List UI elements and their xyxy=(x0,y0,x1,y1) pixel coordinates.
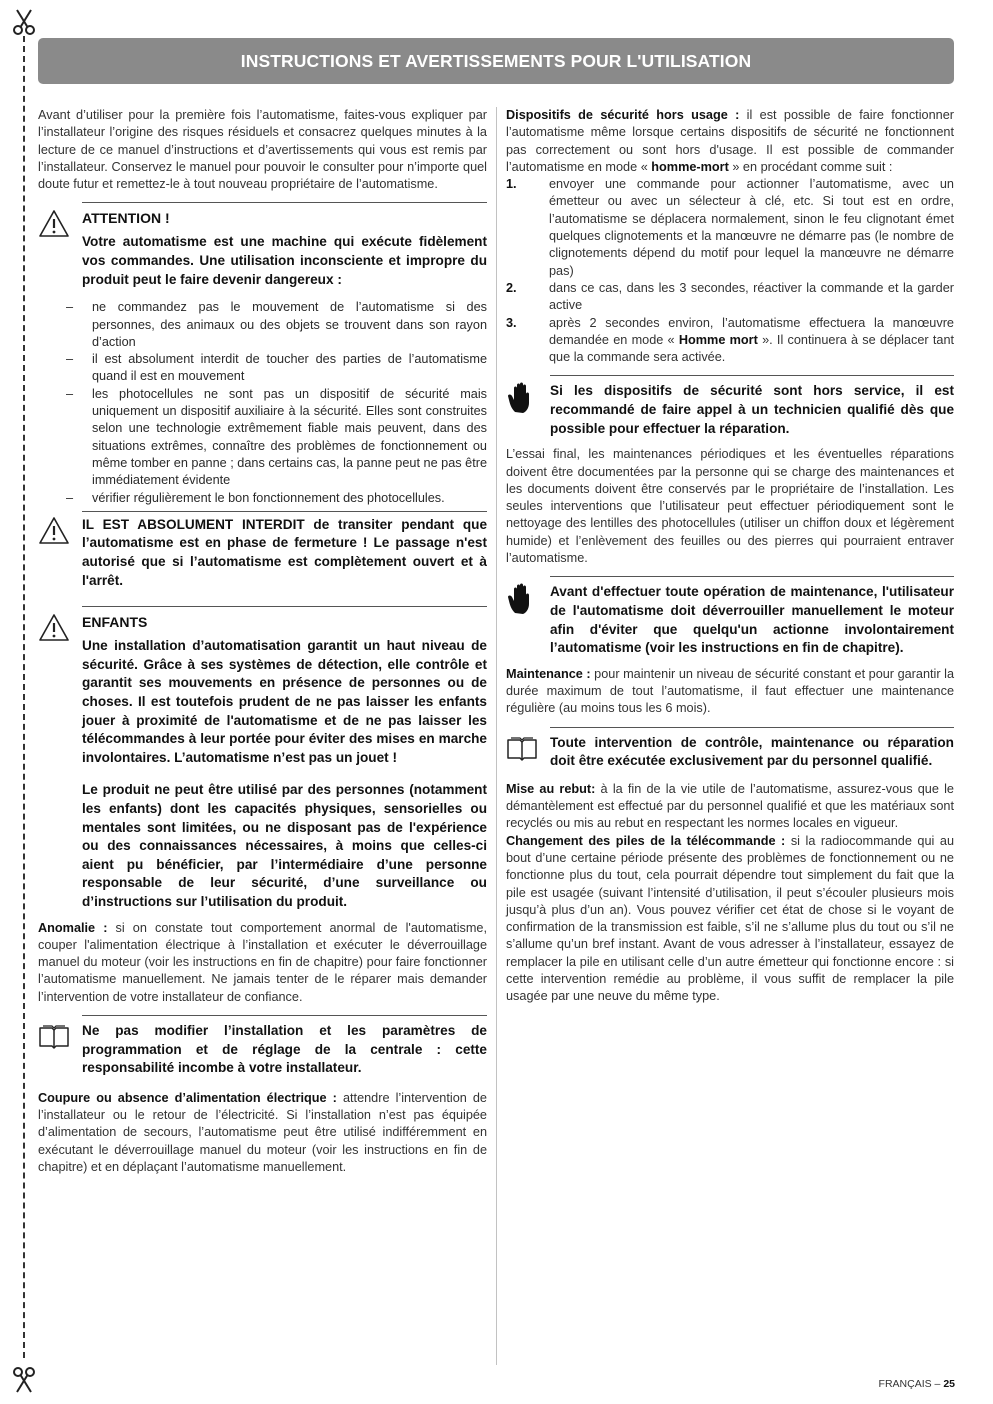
manual-book-icon xyxy=(506,734,538,764)
warning-triangle-icon xyxy=(38,516,70,546)
dispositifs-paragraph xyxy=(506,107,954,176)
mode-label: Homme mort xyxy=(678,332,758,347)
modifier-text: Ne pas modifier l’installation et les paramètres de programmation et de réglage de la centrale : cette responsabilité incombe à votre installateur. xyxy=(82,1023,487,1076)
enfants-text: Une installation d’automatisation garantit un haut niveau de sécurité. Grâce à ses systèmes de détection, elle contrôle et garantit ses mouvements en présence de personnes ou de choses. Il est toutefois prudent de ne pas laisser les enfants jouer à proximité de l'automatisme et de ne pas laisser les télécommandes à leur portée pour éviter des mises en marche involontaires. L’automatisme n’est pas un jouet ! xyxy=(82,638,487,765)
coupure-paragraph xyxy=(38,1090,487,1176)
attention-text: Votre automatisme est une machine qui exécute fidèlement vos commandes. Une utilisation inconsciente et impropre du produit peut le faire devenir dangereux : xyxy=(82,234,487,287)
separator xyxy=(82,202,487,203)
rebut-label: Mise au rebut: xyxy=(506,781,596,796)
interdit-text: IL EST ABSOLUMENT INTERDIT de transiter pendant que l’automatisme est en phase de fermeture ! Le passage n'est autorisé que si l’automatisme est complètement ouvert et à l'arrêt. xyxy=(82,516,487,588)
attention-title: ATTENTION ! xyxy=(82,210,170,227)
hors-service-block xyxy=(506,382,954,438)
separator xyxy=(550,727,954,728)
step-number: 1. xyxy=(506,177,517,192)
manual-book-icon xyxy=(38,1022,70,1052)
maintenance-text: pour maintenir un niveau de sécurité constant et pour garantir la durée maximum de tout l’automatisme, il faut effectuer une maintenance régulière (au moins tous les 6 mois). xyxy=(506,666,954,716)
list-item: – vérifier régulièrement le bon fonctionnement des photocellules. xyxy=(82,490,487,507)
maintenance-label: Maintenance : xyxy=(506,666,591,681)
piles-paragraph xyxy=(506,833,954,1006)
intervention-text: Toute intervention de contrôle, maintenance ou réparation doit être exécutée exclusivement par du personnel qualifié. xyxy=(550,734,954,769)
piles-text: si la radiocommande qui au bout d’une certaine période présente des problèmes de fonctionnement ou ne fonctionne plus du tout, cela pourrait dépendre tout simplement du fait que la pile est usagée (suivant l’intensité d’utilisation, il peut s’écouler plusieurs mois jusqu’à plus d’un an). Vous pouvez vérifier cet état de chose si le voyant de confirmation de la transmission est faible, s’il ne s’allume plus du tout ou s’il ne s’allume qu’un bref instant. Avant de vous adresser à l’installateur, essayez de remplacer la pile en utilisant celle d’un autre émetteur qui fonctionne encore : si cette intervention remédie au problème, il vous suffit de remplacer la pile usagée par une neuve du même type. xyxy=(506,833,955,1004)
page-number: 25 xyxy=(943,1378,955,1390)
separator xyxy=(82,606,487,607)
enfants-text: Le produit ne peut être utilisé par des personnes (notamment les enfants) dont les capacités physiques, sensorielles ou mentales sont limitées, ou ne disposant pas de l'expérience ou des connaissances nécessaires, à moins que celles-ci aient pu bénéficier, par l’intermédiaire d’une personne responsable de leur sécurité, d’une surveillance ou d’instructions sur l’utilisation du produit. xyxy=(82,782,487,909)
separator xyxy=(82,511,487,512)
hors-service-text: Si les dispositifs de sécurité sont hors service, il est recommandé de faire appel à un technicien qualifié dès que possible pour effectuer la réparation. xyxy=(550,383,954,436)
steps-list xyxy=(506,176,954,366)
warning-triangle-icon xyxy=(38,613,70,643)
step-text: dans ce cas, dans les 3 secondes, réactiver la commande et la garder active xyxy=(549,280,954,313)
anomalie-text: si on constate tout comportement anormal de l'automatisme, couper l'alimentation électrique à l’installation et exécuter le déverrouillage manuel du moteur (voir les instructions en fin de chapitre) pour faire fonctionner l’automatisme manuellement. Ne jamais tenter de le réparer mais demander l’intervention de votre installateur de confiance. xyxy=(38,920,488,1004)
stop-hand-icon xyxy=(506,382,538,412)
dispositifs-label: Dispositifs de sécurité hors usage : xyxy=(506,108,740,122)
essai-paragraph: L’essai final, les maintenances périodiques et les éventuelles réparations doivent être documentées par la personne qui se charge des maintenances et les documents doivent être conservés par le propriétaire de l’installation. Les seules interventions que l’utilisateur peut effectuer périodiquement sont le nettoyage des lentilles des photocellules (utiliser un chiffon doux et légèrement humide) et l’enlèvement des feuilles ou des pierres qui pourraient entraver l’automatisme. xyxy=(506,447,954,566)
page-footer xyxy=(879,1378,955,1390)
rebut-paragraph xyxy=(506,781,954,833)
rebut-text: à la fin de la vie utile de l’automatisme, assurez-vous que le démantèlement est effectué par du personnel qualifié et que les matériaux sont recyclés ou mis au rebut en respectant les normes locales en vigueur. xyxy=(506,781,954,831)
list-item: – il est absolument interdit de toucher des parties de l’automatisme quand il est en mouvement xyxy=(82,351,487,386)
separator xyxy=(82,1015,487,1016)
cut-line xyxy=(23,36,25,1358)
attention-block xyxy=(38,209,487,289)
dispositifs-text: » en procédant comme suit : xyxy=(728,159,893,174)
avant-block xyxy=(506,583,954,657)
list-item: – les photocellules ne sont pas un dispositif de sécurité mais uniquement un dispositif auxiliaire à la sécurité. Elles sont construites selon une technologie extrêmement fiable mais peuvent, dans des situations extrêmes, connaître des problèmes de fonctionnement ou même tomber en panne ; dans certains cas, la panne peut ne pas être immédiatement évidente xyxy=(82,386,487,490)
anomalie-label: Anomalie : xyxy=(38,920,108,935)
list-item xyxy=(506,280,954,315)
enfants-title: ENFANTS xyxy=(82,614,148,631)
mode-label: homme-mort xyxy=(651,159,729,174)
list-item: – ne commandez pas le mouvement de l’automatisme si des personnes, des animaux ou des objets se trouvent dans son rayon d’action xyxy=(82,299,487,351)
anomalie-paragraph xyxy=(38,920,487,1006)
enfants-block xyxy=(38,613,487,911)
attention-list xyxy=(38,299,487,507)
coupure-text: attendre l’intervention de l’installateur ou le retour de l’électricité. Si l’installation n’est pas équipée d’alimentation de secours, l’automatisme peut être utilisé indifféremment en exécutant le déverrouillage manuel du moteur (voir les instructions en fin de chapitre) et en déplaçant l’automatisme manuellement. xyxy=(38,1090,487,1174)
list-item xyxy=(506,176,954,280)
column-divider xyxy=(496,107,497,1365)
step-text: ». Il continuera à se déplacer tant que la commande sera activée. xyxy=(549,332,955,365)
separator xyxy=(550,576,954,577)
list-item xyxy=(506,315,954,367)
scissors-icon xyxy=(10,8,38,36)
footer-language: FRANÇAIS – xyxy=(878,1378,944,1390)
section-header xyxy=(38,38,954,84)
intro-paragraph: Avant d’utiliser pour la première fois l’automatisme, faites-vous expliquer par l’installateur l’origine des risques résiduels et consacrez quelques minutes à la lecture de ce manuel d’instructions et d’avertissements qui vous est remis par l’installateur. Conservez le manuel pour pouvoir le consulter pour n’importe quel doute futur et remettez-le à tout nouveau propriétaire de l’automatisme. xyxy=(38,108,487,192)
step-number: 2. xyxy=(506,280,517,295)
piles-label: Changement des piles de la télécommande : xyxy=(506,833,786,848)
maintenance-paragraph xyxy=(506,666,954,718)
intervention-block xyxy=(506,734,954,771)
separator xyxy=(550,375,954,376)
right-column xyxy=(506,107,954,1006)
dispositifs-text: il est possible de faire fonctionner l’automatisme même lorsque certains dispositifs de sécurité ne fonctionnent pas correctement ou sont hors d'usage. Il est possible de commander l’automatisme en mode « xyxy=(506,108,954,174)
warning-triangle-icon xyxy=(38,209,70,239)
step-text: après 2 secondes environ, l’automatisme effectuera la manœuvre demandée en mode « xyxy=(549,315,954,347)
avant-text: Avant d'effectuer toute opération de maintenance, l'utilisateur de l'automatisme doit déverrouiller manuellement le moteur afin d'éviter que quelqu'un actionne involontairement l’automatisme (voir les instructions en fin de chapitre). xyxy=(550,584,954,656)
left-column xyxy=(38,107,487,1176)
page-title: INSTRUCTIONS ET AVERTISSEMENTS POUR L'UTILISATION xyxy=(240,50,752,71)
coupure-label: Coupure ou absence d’alimentation électrique : xyxy=(38,1090,337,1105)
step-text: envoyer une commande pour actionner l’automatisme, avec un émetteur ou avec un sélecteur à clé, etc. Si tout est en ordre, l’automatisme se déplacera normalement, sinon le feu clignotant émet quelques clignotements et la manœuvre ne démarre pas (le nombre de clignotements dépend du motif pour lequel la manœuvre ne démarre pas) xyxy=(549,177,954,278)
step-number: 3. xyxy=(506,315,517,330)
stop-hand-icon xyxy=(506,583,538,613)
modifier-block xyxy=(38,1022,487,1078)
scissors-icon xyxy=(10,1366,38,1394)
interdit-block xyxy=(38,516,487,590)
